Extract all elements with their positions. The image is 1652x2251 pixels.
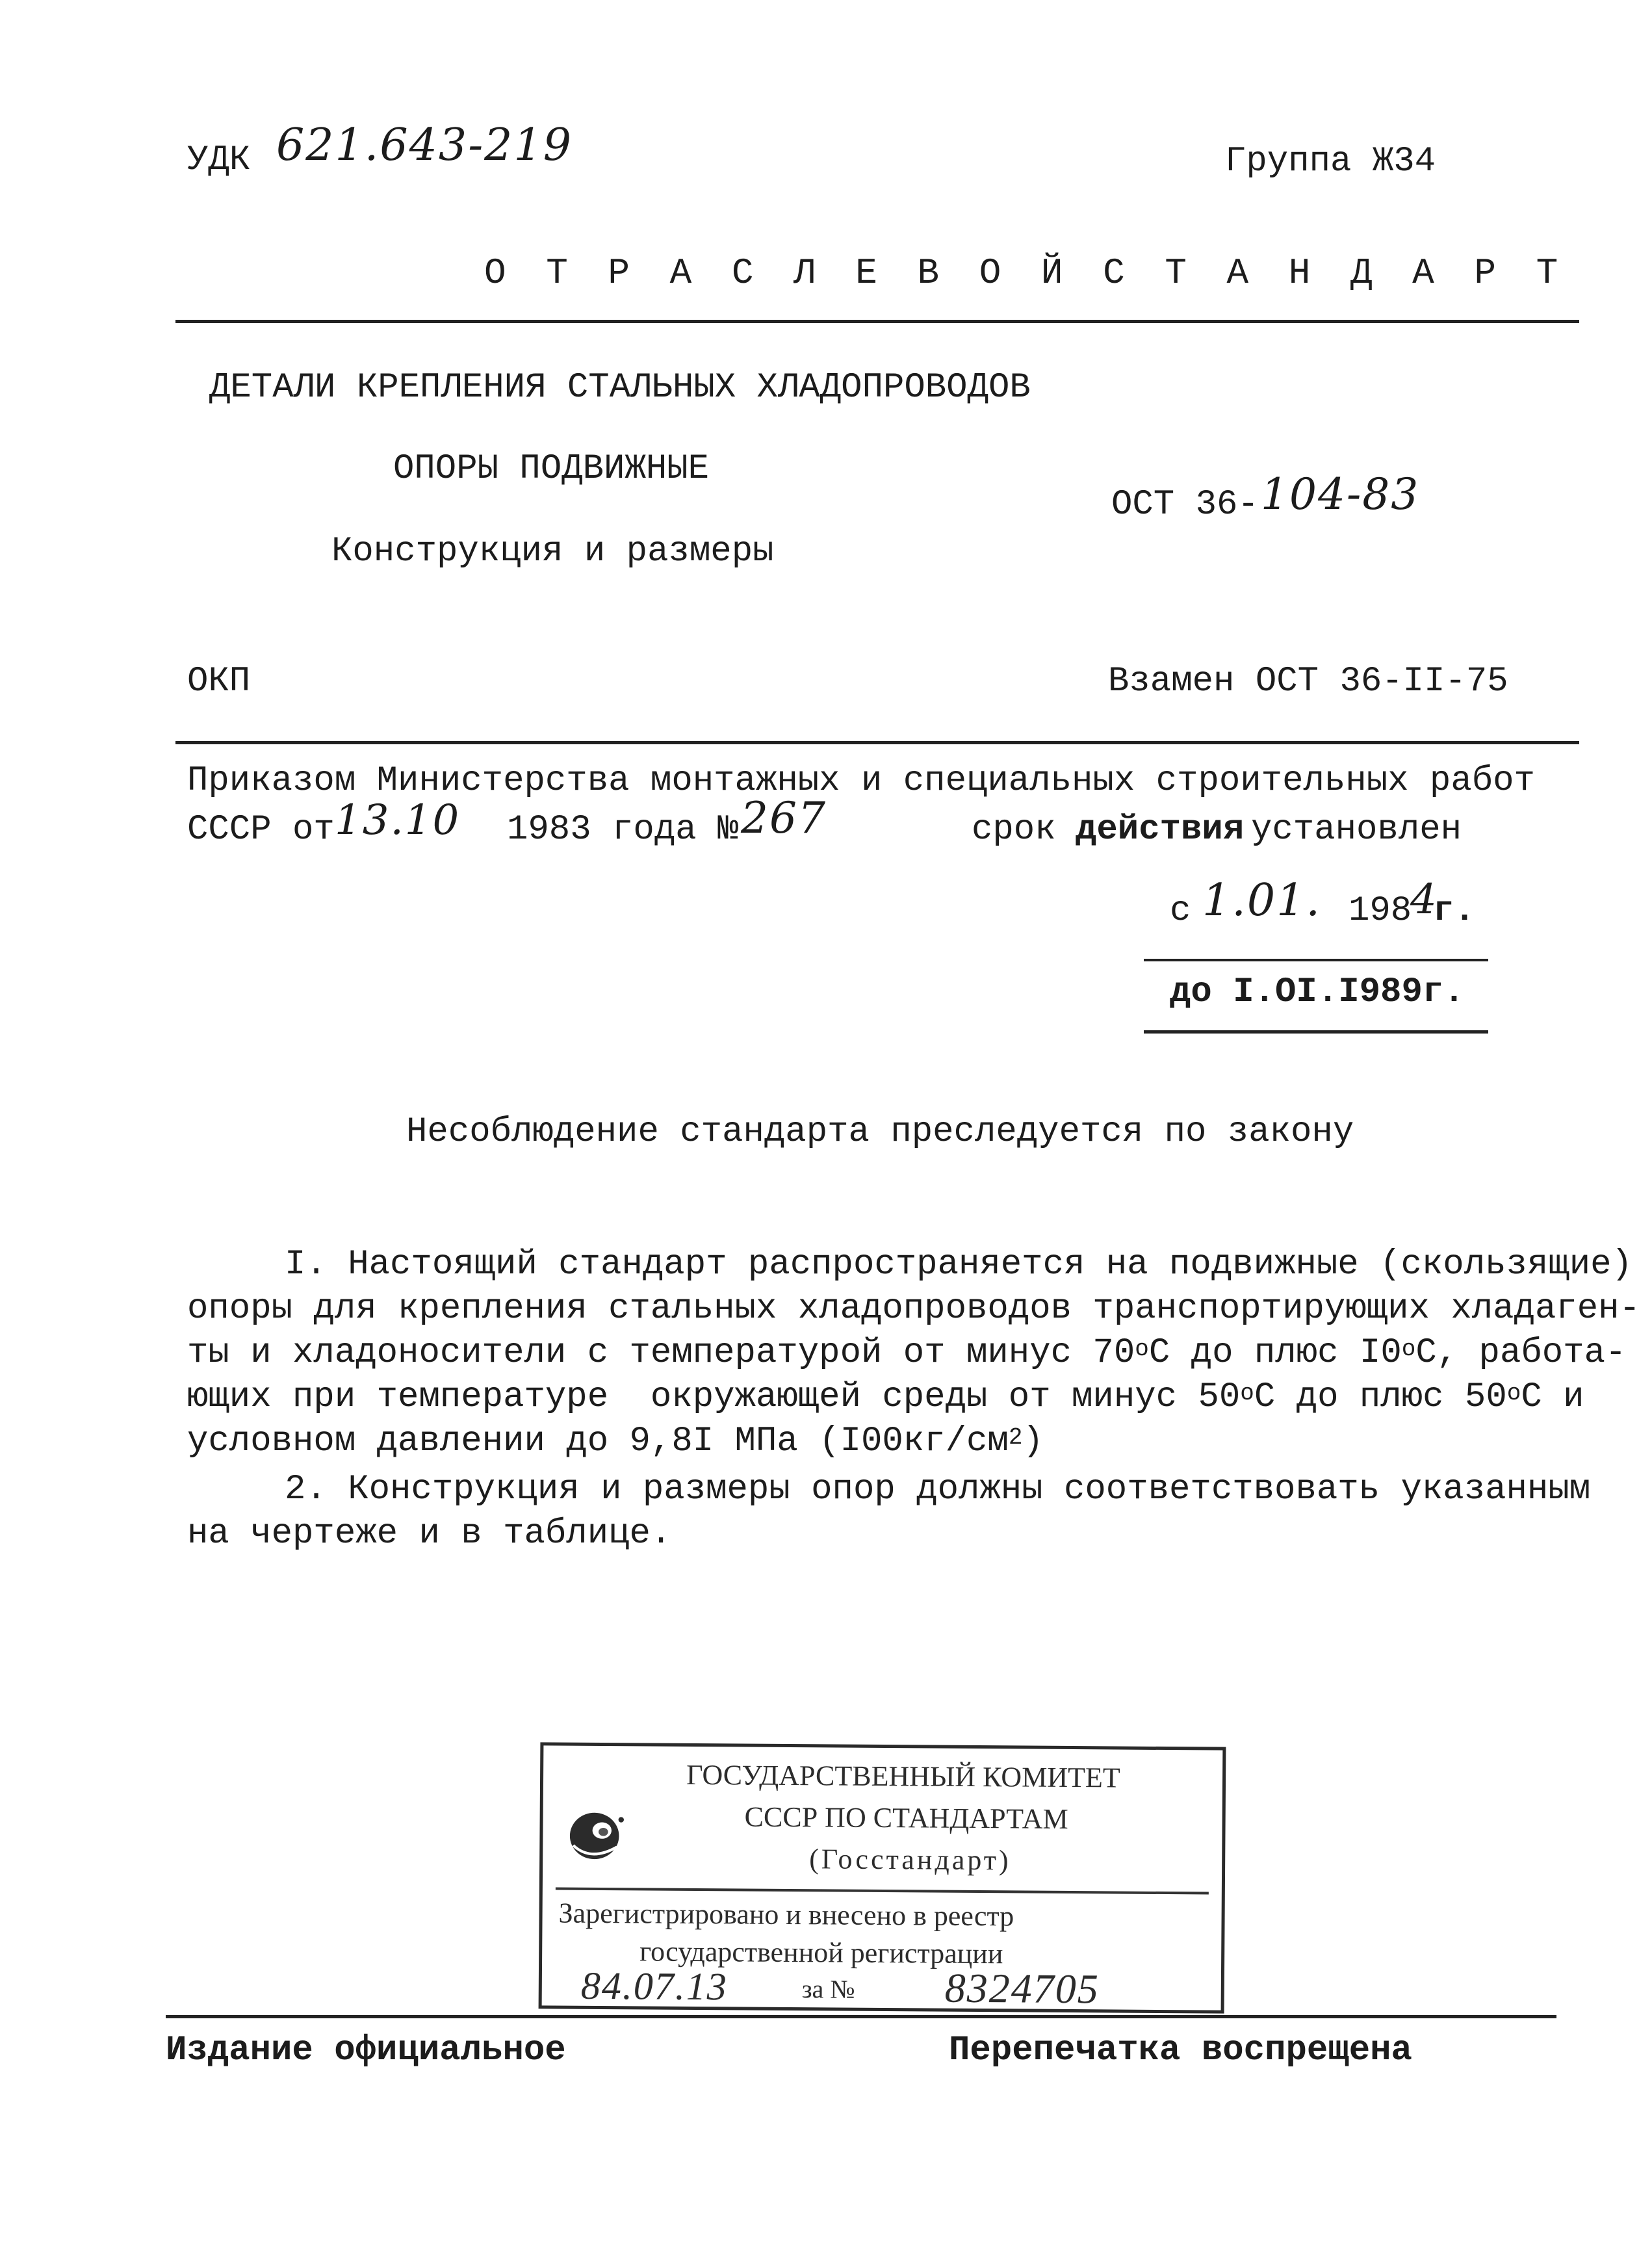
footer-rule — [166, 2015, 1556, 2018]
mid-rule — [175, 741, 1579, 744]
clause1-line1: I. Настоящий стандарт распространяется на подвижные (скользящие) — [285, 1245, 1633, 1284]
okp-label: ОКП — [187, 662, 251, 701]
order-line1: Приказом Министерства монтажных и специальных строительных работ — [187, 761, 1535, 801]
order-ussr-from: СССР от — [187, 810, 335, 850]
group-label: Группа Ж34 — [1225, 142, 1436, 181]
title-line3: Конструкция и размеры — [331, 532, 774, 571]
replaces-label: Взамен ОСТ 36-II-75 — [1108, 662, 1508, 701]
valid-to: до I.OI.I989г. — [1170, 972, 1465, 1012]
title-line2: ОПОРЫ ПОДВИЖНЫЕ — [393, 449, 710, 489]
stamp-inner-rule — [556, 1887, 1209, 1894]
validity-pre: срок — [972, 810, 1056, 850]
udk-label: УДК — [187, 140, 251, 180]
order-year: 1983 года № — [507, 810, 739, 850]
valid-to-rule — [1144, 1030, 1488, 1034]
clause1-line3: ты и хладоносители с температурой от минус $70^оС$ до плюс $I0^оС$, работа- — [187, 1333, 1627, 1373]
clause1-line2: опоры для крепления стальных хладопроводов транспортирующих хладаген- — [187, 1289, 1640, 1329]
valid-from-year-digit: 4 — [1410, 876, 1438, 924]
footer-official-edition: Издание официальное — [166, 2031, 566, 2070]
stamp-line3: (Госстандарт) — [809, 1843, 1011, 1877]
valid-from-date: 1.01. — [1202, 875, 1322, 926]
valid-from-suffix: г. — [1433, 891, 1475, 931]
stamp-reg-mid: за № — [801, 1974, 855, 2004]
clause1-line5: условном давлении до 9,8I МПа $(I00кг/см^2)$ — [187, 1422, 1044, 1461]
legal-warning: Несоблюдение стандарта преследуется по закону — [406, 1112, 1354, 1152]
validity-bold: действия — [1076, 810, 1245, 850]
stamp-line5: государственной регистрации — [639, 1935, 1003, 1970]
order-number: 267 — [741, 793, 827, 843]
footer-reprint-prohibited: Перепечатка воспрещена — [949, 2031, 1412, 2070]
doc-type-heading: О Т Р А С Л Е В О Й С Т А Н Д А Р Т — [484, 252, 1568, 294]
gosstandart-emblem-icon — [563, 1804, 632, 1867]
stamp-line4: Зарегистрировано и внесено в реестр — [558, 1897, 1014, 1932]
stamp-line2: СССР ПО СТАНДАРТАМ — [744, 1801, 1068, 1835]
clause2-line2: на чертеже и в таблице. — [187, 1514, 672, 1554]
title-line1: ДЕТАЛИ КРЕПЛЕНИЯ СТАЛЬНЫХ ХЛАДОПРОВОДОВ — [209, 368, 1031, 408]
registration-stamp — [539, 1742, 1226, 2013]
stamp-reg-date: 84.07.13 — [580, 1964, 729, 2009]
designation-number: 104-83 — [1261, 469, 1420, 519]
valid-from-prefix: с — [1170, 891, 1191, 931]
clause2-line1: 2. Конструкция и размеры опор должны соответствовать указанным — [285, 1470, 1591, 1509]
valid-from-year: 198 — [1349, 891, 1412, 931]
clause1-line4: ющих при температуре окружающей среды от минус $50^оС$ до плюс $50^оС$ и — [187, 1377, 1584, 1417]
designation-prefix: ОСТ 36- — [1111, 485, 1259, 525]
top-rule — [175, 320, 1579, 323]
stamp-reg-number: 8324705 — [944, 1964, 1100, 2012]
udk-number: 621.643-219 — [276, 120, 573, 171]
validity-post: установлен — [1251, 810, 1462, 850]
order-date: 13.10 — [335, 796, 461, 844]
valid-from-rule — [1144, 959, 1488, 961]
stamp-line1: ГОСУДАРСТВЕННЫЙ КОМИТЕТ — [686, 1758, 1120, 1794]
